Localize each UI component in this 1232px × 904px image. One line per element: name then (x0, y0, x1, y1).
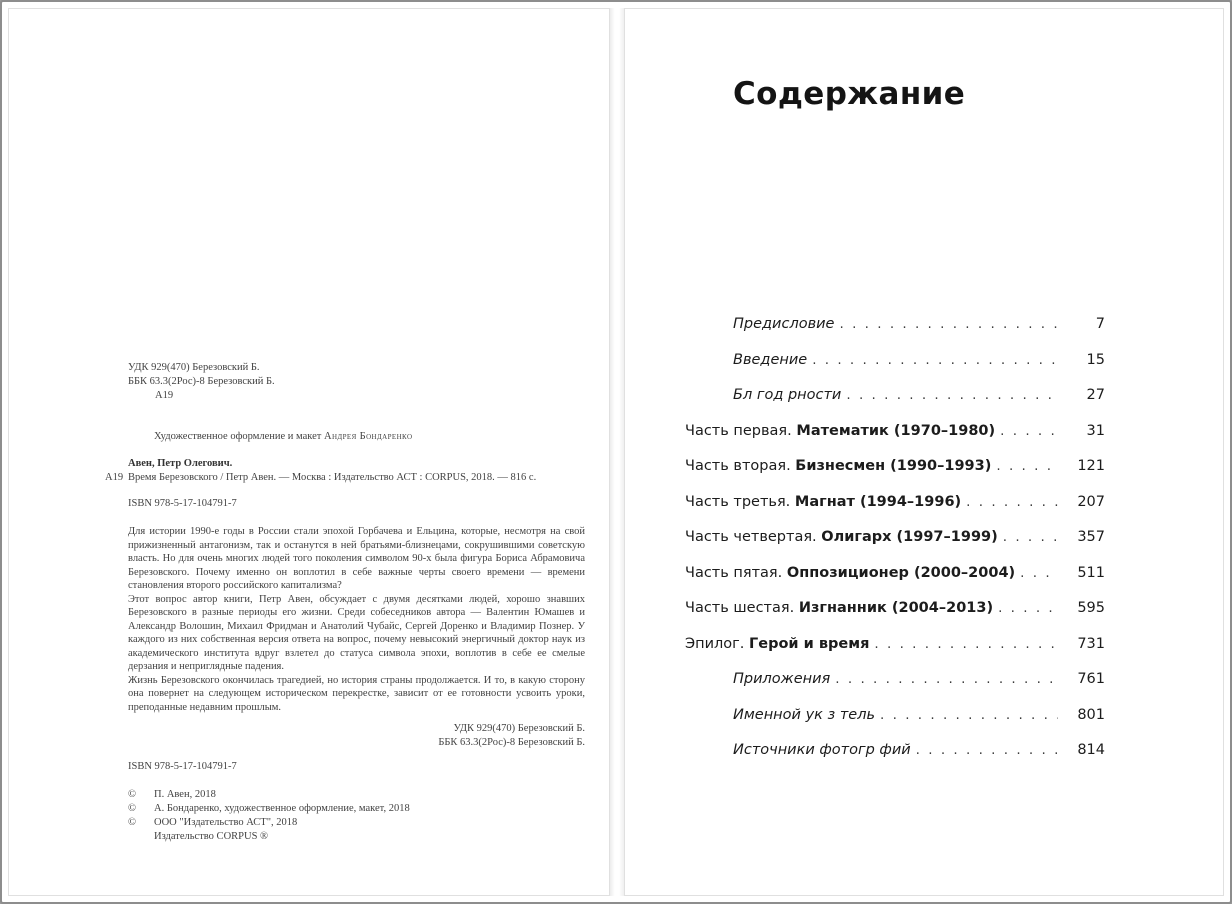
copyright-line (128, 788, 585, 802)
dot-leader (874, 635, 1058, 653)
toc-page-number: 801 (1077, 706, 1105, 723)
dot-leader (966, 493, 1058, 511)
cip-author-code: А19 (155, 390, 174, 401)
toc-entry: Часть четвертая. Олигарх (1997–1999) . . . 357 (685, 528, 1105, 546)
toc-entry: Эпилог. Герой и время . . . 731 (685, 635, 1105, 653)
dot-leader (1003, 528, 1058, 546)
toc-entry: Источники фотогр фий . . . 814 (733, 741, 1105, 759)
udk-right-line: УДК 929(470) Березовский Б. (453, 723, 585, 734)
copyright-block (128, 788, 585, 844)
author-heading: Авен, Петр Олегович. (128, 457, 233, 469)
copyright-text: А. Бондаренко, художественное оформление, макет, 2018 (154, 802, 410, 814)
dot-leader (1000, 422, 1058, 440)
copyright-text: Издательство CORPUS ® (154, 830, 269, 842)
cip-block (128, 361, 585, 403)
dot-leader (846, 386, 1058, 404)
isbn-top: ISBN 978-5-17-104791-7 (128, 497, 237, 509)
design-credit-text: Художественное оформление и макет (154, 431, 322, 442)
dot-leader (835, 670, 1058, 688)
copyright-line (128, 802, 585, 816)
toc-entry: Предисловие . . . 7 (733, 315, 1105, 333)
toc-page-number: 31 (1086, 422, 1105, 439)
spine-gap (610, 8, 624, 896)
toc-page-number: 7 (1095, 316, 1105, 332)
toc-page-number: 761 (1077, 671, 1105, 687)
dot-leader (916, 741, 1058, 759)
bbk-right-line: ББК 63.3(2Рос)-8 Березовский Б. (438, 737, 585, 748)
toc-page-number: 731 (1077, 635, 1105, 652)
dot-leader (1020, 564, 1058, 582)
design-credit (154, 430, 585, 444)
copyright-sign: © (128, 816, 136, 828)
copyright-sign: © (128, 788, 136, 800)
copyright-line (128, 816, 585, 830)
toc-title: Содержание (733, 76, 966, 112)
record-text: Время Березовского / Петр Авен. — Москва : Издательство АСТ : CORPUS, 2018. — 816 с. (128, 472, 537, 483)
udk-bbk-right (128, 722, 585, 750)
toc-page-number: 357 (1077, 529, 1105, 545)
toc-page-number: 814 (1077, 742, 1105, 758)
dot-leader (998, 599, 1058, 617)
record-author-code: А19 (105, 472, 124, 483)
annotation (128, 525, 585, 714)
toc-entry: Часть третья. Магнат (1994–1996) . . . 207 (685, 493, 1105, 511)
toc-page-number: 27 (1086, 387, 1105, 403)
annotation-paragraph: Жизнь Березовского окончилась трагедией, но история страны продолжается. И то, в какую сторону она повернет на следующем историческом перекрестке, зависит от ее готовности усвоить уроки, преподанные недавним прошлым. (128, 674, 585, 713)
annotation-paragraph: Для истории 1990-е годы в России стали эпохой Горбачева и Ельцина, которые, несмотря на свой прижизненный антагонизм, так и останутся в ней братьями-близнецами, сокрушившими советскую власть. Но для очень многих людей того поколения символом 90-х была фигура Бориса Абрамовича Березовского. Почему именно он воплотил в себе важные черты своего времени — времени становления второго российского капитализма? (128, 526, 585, 591)
toc-page-number: 121 (1077, 458, 1105, 474)
copyright-line (128, 830, 585, 844)
dot-leader (880, 706, 1058, 724)
copyright-sign: © (128, 802, 136, 814)
toc-page-number: 511 (1077, 564, 1105, 581)
toc-entry: Именной ук з тель . . . 801 (733, 706, 1105, 724)
cip-bbk: ББК 63.3(2Рос)-8 Березовский Б. (128, 376, 275, 387)
toc-page-number: 207 (1077, 493, 1105, 510)
toc-entry: Часть первая. Математик (1970–1980) . . . 31 (685, 422, 1105, 440)
isbn-bottom: ISBN 978-5-17-104791-7 (128, 761, 237, 772)
copyright-text: П. Авен, 2018 (154, 788, 216, 800)
page-left (8, 8, 610, 896)
toc-entry: Часть вторая. Бизнесмен (1990–1993) . . . 121 (685, 457, 1105, 475)
cip-udk: УДК 929(470) Березовский Б. (128, 362, 260, 373)
bibliographic-record (105, 471, 585, 485)
designer-name: Андрея Бондаренко (323, 431, 413, 442)
toc-entry: Часть шестая. Изгнанник (2004–2013) . . . 595 (685, 599, 1105, 617)
toc-entry: Введение . . . 15 (733, 351, 1105, 369)
dot-leader (812, 351, 1058, 369)
page-right (624, 8, 1224, 896)
toc-list (685, 315, 1105, 777)
dot-leader (839, 315, 1058, 333)
annotation-paragraph: Этот вопрос автор книги, Петр Авен, обсуждает с двумя десятками людей, хорошо знавших Березовского в разные периоды его жизни. Среди собеседников автора — Валентин Юмашев и Александр Волошин, Михаил Фридман и Анатолий Чубайс, Сергей Доренко и Владимир Познер. У каждого из них собственная версия ответа на вопрос, почему невысокий энергичный доктор наук из академического института вдруг взлетел до статуса символа эпохи, воплотив в себе ее смелые дерзания и неприглядные падения. (128, 593, 585, 672)
toc-page-number: 15 (1086, 351, 1105, 368)
copyright-text: ООО "Издательство АСТ", 2018 (154, 816, 298, 828)
toc-page-number: 595 (1077, 600, 1105, 616)
toc-entry: Бл год рности . . . 27 (733, 386, 1105, 404)
imprint-block (105, 361, 585, 844)
toc-entry: Приложения . . . 761 (733, 670, 1105, 688)
toc-entry: Часть пятая. Оппозиционер (2000–2004) . . . 511 (685, 564, 1105, 582)
dot-leader (996, 457, 1058, 475)
